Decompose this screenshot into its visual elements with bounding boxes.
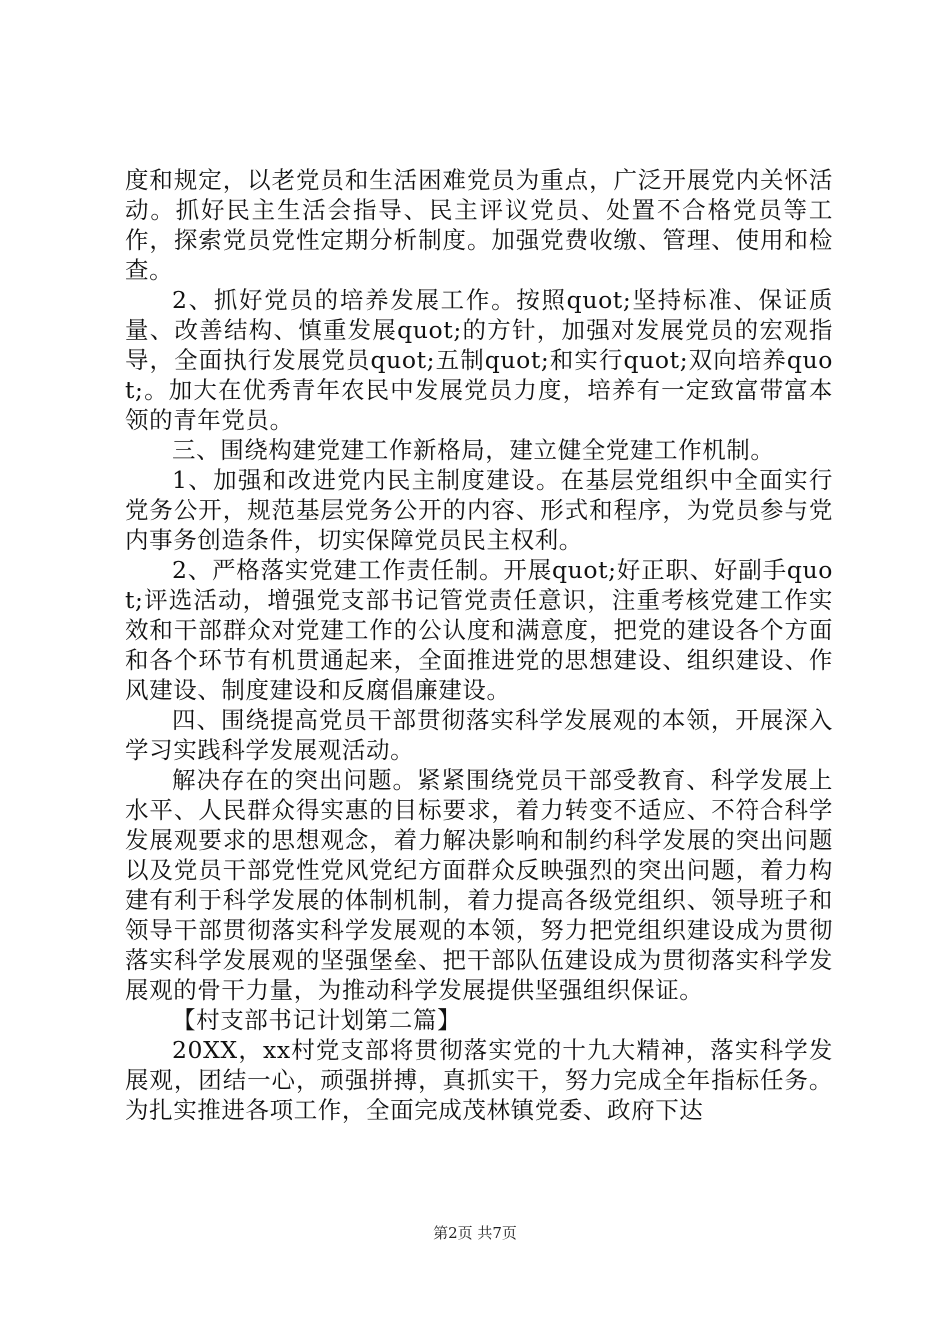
paragraph-responsibility-system: 2、严格落实党建工作责任制。开展quot;好正职、好副手quot;评选活动，增强党支部书记管党责任意识，注重考核党建工作实效和干部群众对党建工作的公认度和满意度，把党的建设各个方面和各个环节有机贯通起来，全面推进党的思想建设、组织建设、作风建设、制度建设和反腐倡廉建设。: [125, 556, 833, 704]
paragraph-party-member-development: 2、抓好党员的培养发展工作。按照quot;坚持标准、保证质量、改善结构、慎重发展quot;的方针，加强对发展党员的宏观指导，全面执行发展党员quot;五制quot;和实行quot;双向培养quot;。加大在优秀青年农民中发展党员力度，培养有一定致富带富本领的青年党员。: [125, 286, 833, 434]
paragraph-solve-problems: 解决存在的突出问题。紧紧围绕党员干部受教育、科学发展上水平、人民群众得实惠的目标要求，着力转变不适应、不符合科学发展观要求的思想观念，着力解决影响和制约科学发展的突出问题以及党员干部党性党风党纪方面群众反映强烈的突出问题，着力构建有利于科学发展的体制机制，着力提高各级党组织、领导班子和领导干部贯彻落实科学发展观的本领，努力把党组织建设成为贯彻落实科学发展观的坚强堡垒、把干部队伍建设成为贯彻落实科学发展观的骨干力量，为推动科学发展提供坚强组织保证。: [125, 766, 833, 1004]
paragraph-second-article-intro: 20XX，xx村党支部将贯彻落实党的十九大精神，落实科学发展观，团结一心，顽强拼搏，真抓实干，努力完成全年指标任务。为扎实推进各项工作，全面完成茂林镇党委、政府下达: [125, 1036, 833, 1124]
paragraph-internal-democracy: 1、加强和改进党内民主制度建设。在基层党组织中全面实行党务公开，规范基层党务公开的内容、形式和程序，为党员参与党内事务创造条件，切实保障党员民主权利。: [125, 466, 833, 554]
paragraph-continuation: 度和规定，以老党员和生活困难党员为重点，广泛开展党内关怀活动。抓好民主生活会指导、民主评议党员、处置不合格党员等工作，探索党员党性定期分析制度。加强党费收缴、管理、使用和检查。: [125, 166, 833, 284]
document-body: [125, 165, 833, 1125]
page-number-footer: 第2页 共7页: [433, 1224, 517, 1242]
section-heading-four: 四、围绕提高党员干部贯彻落实科学发展观的本领，开展深入学习实践科学发展观活动。: [125, 706, 833, 764]
article-heading-second: 【村支部书记计划第二篇】: [172, 1006, 462, 1034]
section-heading-three: 三、围绕构建党建工作新格局，建立健全党建工作机制。: [172, 436, 775, 464]
